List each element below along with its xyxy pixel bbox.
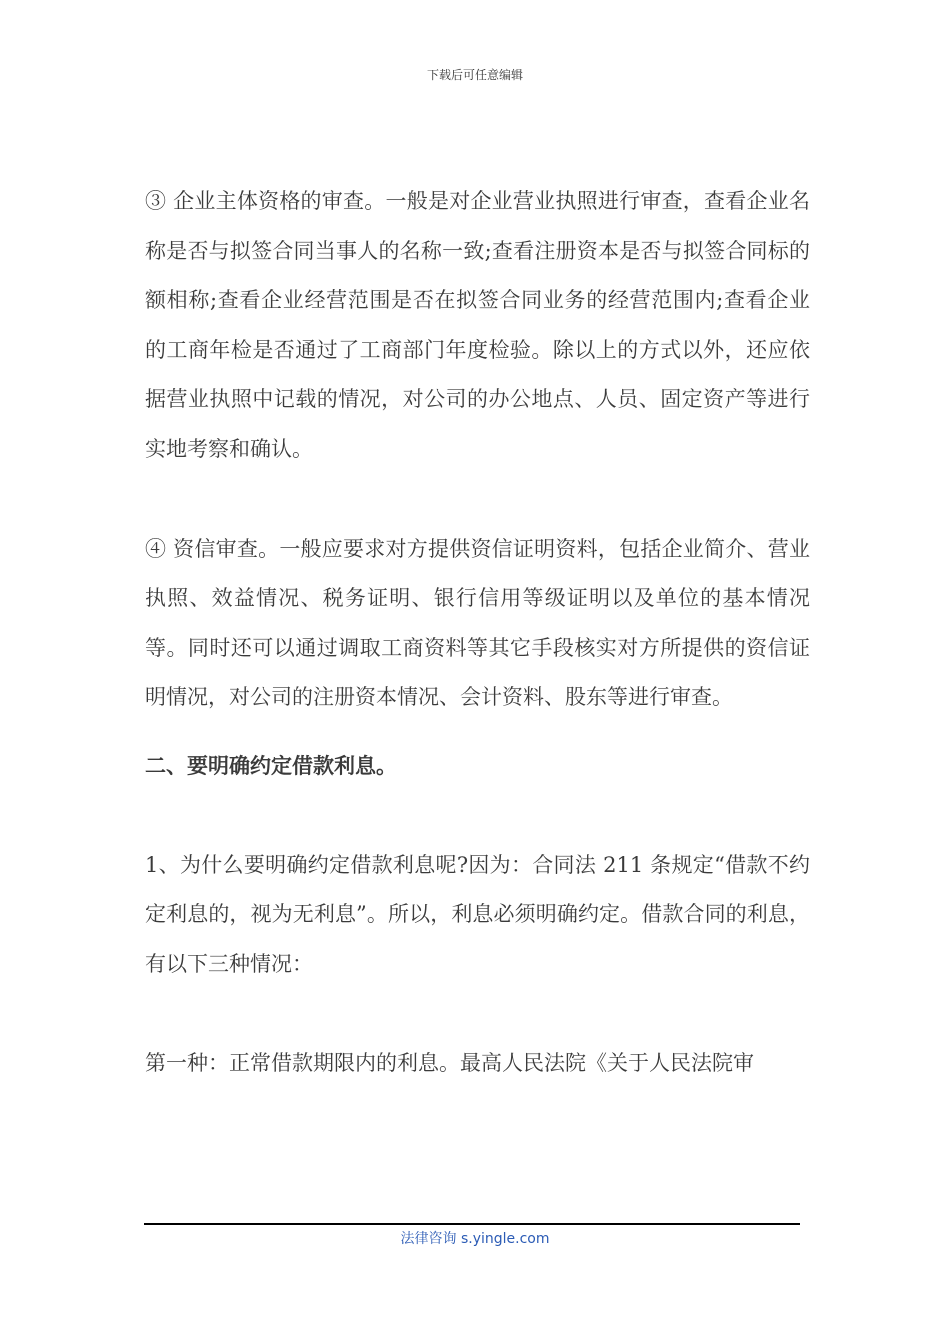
page-header: 下载后可任意编辑 xyxy=(426,68,523,82)
paragraph-first-type: 第一种：正常借款期限内的利息。最高人民法院《关于人民法院审 xyxy=(145,1051,754,1076)
footer-link[interactable]: 法律咨询 s.yingle.com xyxy=(400,1231,550,1247)
paragraph-entity-qualification-review: ③ 企业主体资格的审查。一般是对企业营业执照进行审查，查看企业名称是否与拟签合同当事人的名称一致;查看注册资本是否与拟签合同标的额相称;查看企业经营范围是否在拟签合同业务的经营范围内;查看企业的工商年检是否通过了工商部门年度检验。除以上的方式以外，还应依据营业执照中记载的情况，对公司的办公地点、人员、固定资产等进行实地考察和确认。 xyxy=(145,189,810,461)
document-body xyxy=(145,177,810,1089)
spacer xyxy=(145,723,810,741)
section-heading-loan-interest: 二、要明确约定借款利息。 xyxy=(145,752,397,778)
spacer xyxy=(145,791,810,841)
spacer xyxy=(145,989,810,1039)
spacer xyxy=(145,475,810,525)
footer-divider xyxy=(144,1223,800,1225)
paragraph-credit-review: ④ 资信审查。一般应要求对方提供资信证明资料，包括企业简介、营业执照、效益情况、税务证明、银行信用等级证明以及单位的基本情况等。同时还可以通过调取工商资料等其它手段核实对方所提供的资信证明情况，对公司的注册资本情况、会计资料、股东等进行审查。 xyxy=(145,536,810,710)
paragraph-why-interest: 1、为什么要明确约定借款利息呢?因为：合同法 211 条规定“借款不约定利息的，视为无利息”。所以，利息必须明确约定。借款合同的利息，有以下三种情况： xyxy=(145,852,810,976)
